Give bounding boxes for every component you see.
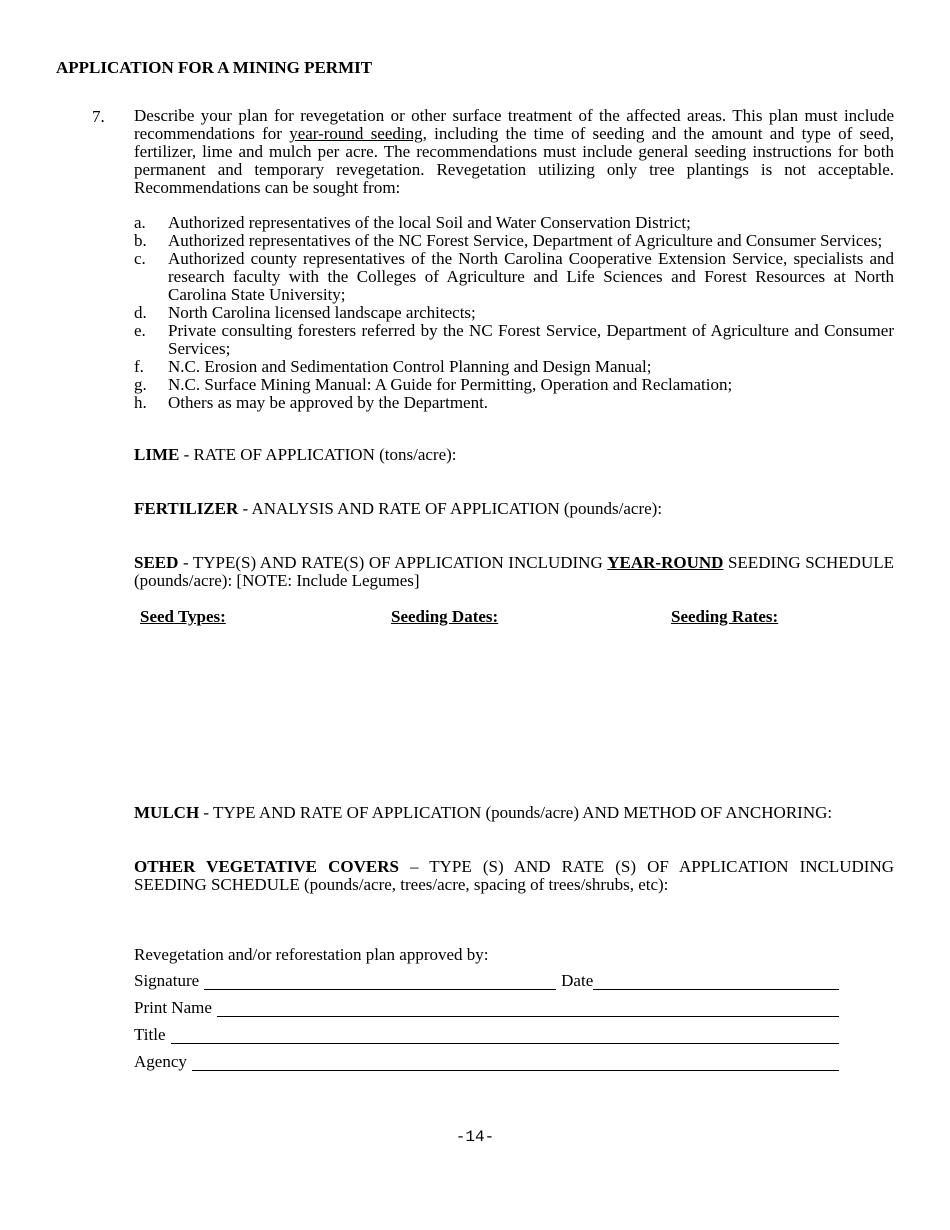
list-item — [134, 376, 894, 394]
page-title: APPLICATION FOR A MINING PERMIT — [56, 58, 373, 77]
mulch-text: - TYPE AND RATE OF APPLICATION (pounds/acre) AND METHOD OF ANCHORING: — [199, 803, 833, 822]
seed-heading: SEED — [134, 553, 179, 572]
list-item-text: Authorized county representatives of the North Carolina Cooperative Extension Service, specialists and research faculty with the Colleges of Agriculture and Life Sciences and Forest Resources at North Carolina State University; — [168, 249, 894, 304]
agency-row — [134, 1053, 839, 1071]
mulch-heading: MULCH — [134, 803, 200, 822]
list-item — [134, 358, 894, 376]
fertilizer-heading: FERTILIZER — [134, 499, 239, 518]
list-item-label: f. — [134, 357, 144, 376]
question-text — [134, 107, 894, 197]
list-item — [134, 304, 894, 322]
list-item — [134, 214, 894, 232]
question-text-part1: Describe your plan for revegetation or other surface treatment of the affected areas. This plan must include recommendations for — [134, 106, 894, 143]
seeding-dates-header: Seeding Dates: — [391, 607, 499, 626]
seed-section — [134, 554, 894, 590]
list-item-text: N.C. Surface Mining Manual: A Guide for Permitting, Operation and Reclamation; — [168, 375, 733, 394]
mulch-section — [134, 804, 894, 822]
list-item — [134, 394, 894, 412]
year-round-seeding-emphasis: year-round seeding — [289, 124, 423, 143]
question-text-part2: , including the time of seeding and the amount and type of seed, fertilizer, lime and mulch per acre. The recommendations must include general seeding instructions for both permanent and temporary revegetation. Revegetation utilizing only tree plantings is not acceptable. Recommendations can be sought from: — [134, 124, 894, 197]
agency-label: Agency — [134, 1052, 187, 1071]
page-number: -14- — [455, 1128, 495, 1146]
date-field[interactable] — [593, 973, 839, 990]
list-item-label: h. — [134, 393, 147, 412]
list-item-label: e. — [134, 321, 146, 340]
year-round-emphasis: YEAR-ROUND — [607, 553, 724, 572]
seed-types-header: Seed Types: — [140, 607, 226, 626]
title-field[interactable] — [171, 1027, 839, 1044]
agency-field[interactable] — [192, 1054, 839, 1071]
signature-field[interactable] — [204, 973, 556, 990]
list-item — [134, 322, 894, 358]
seeding-rates-header: Seeding Rates: — [671, 607, 779, 626]
signature-label: Signature — [134, 971, 200, 990]
other-covers-section — [134, 858, 894, 894]
lime-heading: LIME — [134, 445, 180, 464]
print-name-label: Print Name — [134, 998, 212, 1017]
print-name-field[interactable] — [217, 1000, 839, 1017]
list-item-text: Private consulting foresters referred by the NC Forest Service, Department of Agriculture and Consumer Services; — [168, 321, 894, 358]
lime-text: - RATE OF APPLICATION (tons/acre): — [179, 445, 457, 464]
date-label: Date — [561, 971, 594, 990]
seed-text-part2: SEEDING SCHEDULE (pounds/acre): [NOTE: Include Legumes] — [134, 553, 894, 590]
list-item-label: a. — [134, 213, 146, 232]
signature-row — [134, 972, 839, 990]
approval-intro: Revegetation and/or reforestation plan approved by: — [134, 945, 489, 964]
other-covers-heading: OTHER VEGETATIVE COVERS — [134, 857, 399, 876]
list-item-label: c. — [134, 249, 146, 268]
list-item-text: North Carolina licensed landscape architects; — [168, 303, 476, 322]
other-covers-text: – TYPE (S) AND RATE (S) OF APPLICATION INCLUDING SEEDING SCHEDULE (pounds/acre, trees/acre, spacing of trees/shrubs, etc): — [134, 857, 895, 894]
print-name-row — [134, 999, 839, 1017]
fertilizer-text: - ANALYSIS AND RATE OF APPLICATION (pounds/acre): — [238, 499, 663, 518]
list-item-text: N.C. Erosion and Sedimentation Control Planning and Design Manual; — [168, 357, 652, 376]
list-item — [134, 232, 894, 250]
question-number: 7. — [92, 107, 105, 126]
list-item-label: d. — [134, 303, 147, 322]
fertilizer-section — [134, 500, 894, 518]
list-item-text: Others as may be approved by the Department. — [168, 393, 489, 412]
recommendation-sources-list — [134, 214, 894, 412]
title-label: Title — [134, 1025, 166, 1044]
list-item-text: Authorized representatives of the local Soil and Water Conservation District; — [168, 213, 691, 232]
lime-section — [134, 446, 894, 464]
list-item-text: Authorized representatives of the NC Forest Service, Department of Agriculture and Consumer Services; — [168, 231, 883, 250]
seed-text-part1: - TYPE(S) AND RATE(S) OF APPLICATION INCLUDING — [178, 553, 608, 572]
list-item — [134, 250, 894, 304]
title-row — [134, 1026, 839, 1044]
list-item-label: b. — [134, 231, 147, 250]
list-item-label: g. — [134, 375, 147, 394]
